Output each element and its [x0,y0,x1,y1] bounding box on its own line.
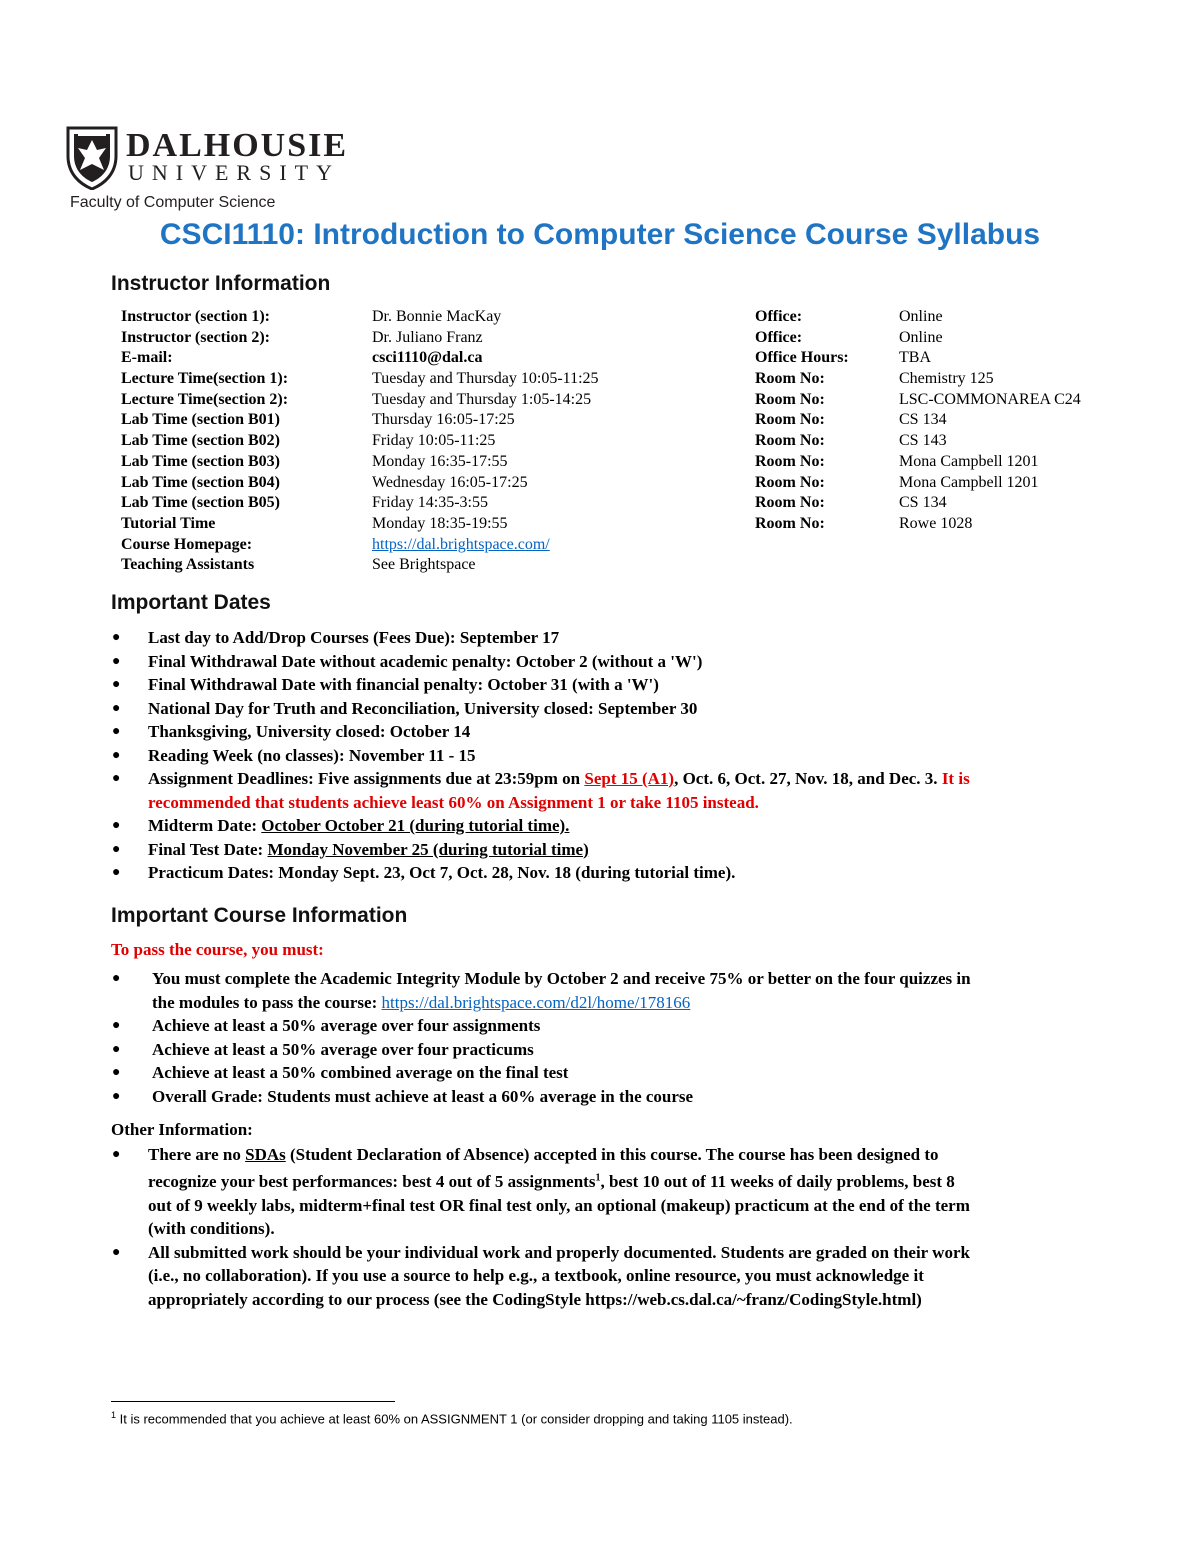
integrity-module-link[interactable]: https://dal.brightspace.com/d2l/home/178166 [381,992,691,1012]
list-item: ● Achieve at least a 50% combined average on the final test [110,1061,1120,1085]
info-value2: CS 134 [899,494,947,512]
list-item: ● National Day for Truth and Reconciliation, University closed: September 30 [110,697,1120,721]
bullet-icon: ● [112,818,121,833]
bullet-icon: ● [112,1018,121,1033]
info-label2: Room No: [755,473,825,491]
info-value2: Chemistry 125 [899,370,994,388]
info-value: Friday 14:35-3:55 [372,494,488,512]
bullet-icon: ● [112,865,121,880]
info-label: Teaching Assistants [121,556,255,574]
info-label: Lab Time (section B02) [121,432,280,450]
info-label: E-mail: [121,349,173,367]
info-label2: Room No: [755,370,825,388]
info-value2: LSC-COMMONAREA C24 [899,390,1081,408]
bullet-icon: ● [112,724,121,739]
bullet-icon: ● [112,1041,121,1057]
university-name: DALHOUSIE [126,127,349,164]
final-test-item: ● Final Test Date: Monday November 25 (during tutorial time) [110,838,1120,862]
assignment-a1-link[interactable]: Sept 15 (A1) [584,769,675,788]
info-label: Instructor (section 2): [121,328,271,346]
other-info-list [110,1143,1120,1311]
info-label: Lab Time (section B01) [121,411,280,429]
bullet-icon: ● [112,771,121,786]
info-value2: Online [899,328,943,346]
course-info-heading: Important Course Information [111,904,408,927]
info-value2: CS 134 [899,411,947,429]
page-title: CSCI1110: Introduction to Computer Science Course Syllabus [159,218,1041,251]
info-value: Dr. Juliano Franz [372,328,483,346]
list-item: ● Final Withdrawal Date without academic penalty: October 2 (without a 'W') [110,650,1120,674]
info-value: Wednesday 16:05-17:25 [372,473,528,491]
bullet-icon: ● [112,1244,121,1260]
info-label: Course Homepage: [121,535,253,553]
info-value: See Brightspace [372,556,476,574]
info-label: Instructor (section 1): [121,308,271,325]
bullet-icon: ● [112,630,121,645]
info-value [372,535,550,556]
list-item: ● Last day to Add/Drop Courses (Fees Due): September 17 [110,626,1120,650]
dates-list [110,626,1120,885]
faculty-name: Faculty of Computer Science [70,194,276,211]
info-value: Thursday 16:05-17:25 [372,411,515,429]
overall-grade-item: ● Overall Grade: Students must achieve at least a 60% average in the course [110,1085,1120,1109]
info-value: Monday 18:35-19:55 [372,514,508,532]
info-label2: Office: [755,308,803,325]
instructor-heading: Instructor Information [111,272,331,295]
sda-item: ● There are no SDAs (Student Declaration of Absence) accepted in this course. The course has been designed to recognize your best performances: best 4 out of 5 assignments$^1$, best 10 out of 11 weeks of daily problems, best 8 out of 9 weekly labs, midterm+final test OR final test only, an optional (makeup) practicum at the end of the term (with conditions). [112,1145,970,1239]
other-info-heading: Other Information: [111,1120,253,1139]
info-label: Lecture Time(section 2): [121,390,289,408]
pass-heading: To pass the course, you must: [111,940,324,959]
university-subname: UNIVERSITY [128,160,340,185]
footnote-ref[interactable]: 1 [595,1172,601,1184]
midterm-item: ● Midterm Date: October October 21 (during tutorial time). [110,814,1120,838]
info-label2: Office: [755,328,803,346]
info-label2: Office Hours: [755,349,849,367]
dates-heading: Important Dates [111,591,271,614]
info-value2: Mona Campbell 1201 [899,452,1039,470]
info-label2: Room No: [755,411,825,429]
bullet-icon: ● [112,1147,121,1162]
info-value: Dr. Bonnie MacKay [372,308,502,325]
info-label: Lab Time (section B05) [121,494,280,512]
info-value: Friday 10:05-11:25 [372,432,496,450]
info-label2: Room No: [755,390,825,408]
bullet-icon: ● [112,677,121,692]
bullet-icon: ● [112,841,121,857]
footnote-text: It is recommended that you achieve at least 60% on ASSIGNMENT 1 (or consider dropping and taking 1105 instead). [116,1411,793,1427]
integrity-item: ● You must complete the Academic Integrity Module by October 2 and receive 75% or better on the four quizzes in the modules to pass the course: https://dal.brightspace.com/d2l/home/178166 [112,969,971,1012]
info-label: Lab Time (section B04) [121,473,280,491]
footnote-divider [111,1401,395,1402]
list-item: ● Reading Week (no classes): November 11 - 15 [110,744,1120,768]
list-item: ● Achieve at least a 50% average over four assignments [110,1014,1120,1038]
footnote-mark: 1 [111,1410,117,1420]
individual-work-item: ● All submitted work should be your individual work and properly documented. Students are graded on their work (i.e., no collaboration). If you use a source to help e.g., a textbook, online resource, you must acknowledge it appropriately according to our process (see the CodingStyle https://web.cs.dal.ca/~franz/CodingStyle.html) [112,1242,970,1309]
bullet-icon: ● [112,653,121,669]
info-label2: Room No: [755,494,825,512]
university-crest-icon [66,126,118,190]
list-item: ● Achieve at least a 50% average over four practicums [110,1038,1120,1062]
info-label2: Room No: [755,432,825,450]
email-value: csci1110@dal.ca [372,349,483,367]
assignment-deadlines-item: ● Assignment Deadlines: Five assignments due at 23:59pm on Sept 15 (A1), Oct. 6, Oct. 27, Nov. 18, and Dec. 3. It is recommended that students achieve least 60% on Assignment 1 or take 1105 instead. [112,769,970,812]
info-value2: CS 143 [899,432,947,450]
bullet-icon: ● [112,1065,121,1080]
info-value2: Online [899,308,943,325]
info-value: Monday 16:35-17:55 [372,452,508,470]
practicum-item: ● Practicum Dates: Monday Sept. 23, Oct 7, Oct. 28, Nov. 18 (during tutorial time). [110,861,1120,885]
list-item: ● Thanksgiving, University closed: October 14 [110,720,1120,744]
university-logo [66,126,349,218]
course-homepage-link[interactable]: https://dal.brightspace.com/ [372,535,550,553]
footnote [111,1410,793,1426]
requirements-list [110,967,1120,1108]
info-value: Tuesday and Thursday 10:05-11:25 [372,370,599,388]
bullet-icon: ● [112,747,121,763]
list-item: ● Final Withdrawal Date with financial penalty: October 31 (with a 'W') [110,673,1120,697]
info-value2: Mona Campbell 1201 [899,473,1039,491]
info-label: Lab Time (section B03) [121,452,280,470]
info-label: Tutorial Time [121,514,216,532]
info-value2: TBA [899,349,931,367]
info-label2: Room No: [755,452,825,470]
info-value: Tuesday and Thursday 1:05-14:25 [372,390,592,408]
bullet-icon: ● [112,971,121,986]
info-label: Lecture Time(section 1): [121,370,289,388]
info-label2: Room No: [755,514,825,532]
info-value2: Rowe 1028 [899,514,973,532]
bullet-icon: ● [112,700,121,716]
bullet-icon: ● [112,1088,121,1104]
